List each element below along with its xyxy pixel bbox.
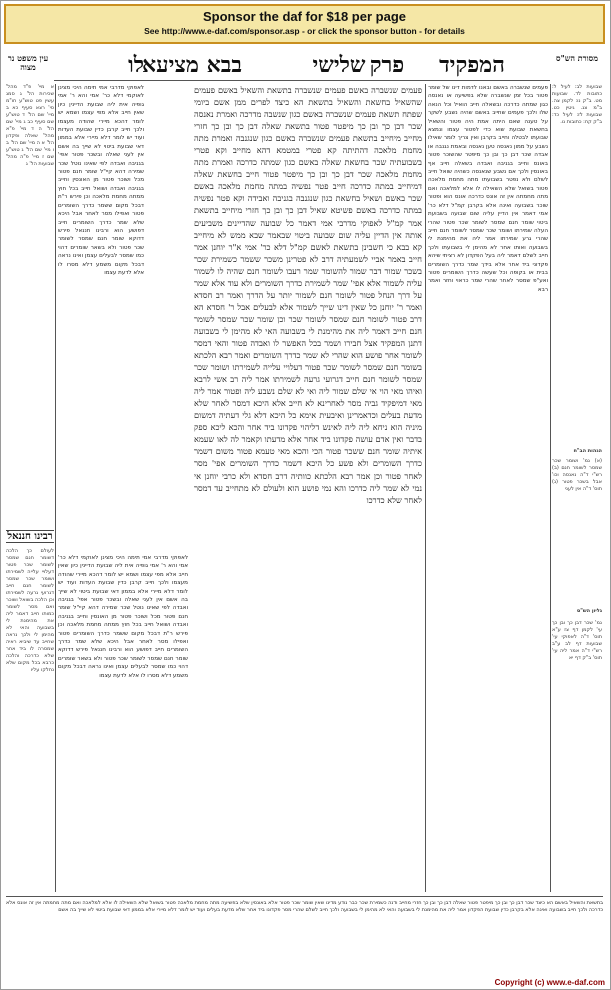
text-line: נשבע לשקר על טענה שאם היתה אמת היה פטור (428, 110, 548, 125)
text-line: לשומר אחר פושע הוא שהרי לא שמר (300, 350, 422, 361)
text-line: ושמא יש לומר דהכא מיירי שהודה מעצמו (58, 110, 144, 125)
text-line: מהימן לי בשבועתו (438, 244, 488, 251)
text-line: ונמצא שבועתו לבטלה וחייב בקרבן (428, 127, 548, 142)
text-line: פטור ולא בשאר (87, 244, 131, 251)
text-line: כדרך השומרים ואמר רבא הלכתא (194, 350, 301, 361)
text-line: מסרו לו (139, 672, 160, 679)
text-line: חייב דאמר ליה את (6, 611, 54, 624)
text-line: אמר ליה את מהימנת לי (428, 236, 496, 243)
hagahot-column (552, 458, 602, 578)
text-line: כתובות נו. (560, 119, 582, 125)
sponsor-banner-title[interactable]: Sponsor the daf for $18 per page (203, 9, 406, 24)
text-line: שלא השאילה לו אלא למלאכה (436, 185, 516, 192)
text-line: אפי' מסר לאחר פטור (194, 458, 422, 481)
text-line: ואבדה לפי שאינו נוטל שכר שמירה (98, 605, 188, 612)
text-line: שכר באשם ושאיל בחשאת כגון שנגנבה (292, 193, 422, 204)
bottom-notes-lines (6, 900, 603, 914)
text-line: לא פטרינן משכר ששמר כשמירת שכר (194, 253, 319, 264)
text-line: ולכך אם נשבע שנאנסה כשהיה שואל (437, 169, 529, 176)
text-line: לבעלים עצמן (83, 253, 118, 260)
daf-page (4, 48, 605, 976)
text-line: מתה מחמת מלאכה פטור בשואל שלא השאילה לו אלא למלאכה ואם מתה מחמתה אין זה אונס אלא כדרכה ולכך חייב בשבועה ואינה אלא בקרבן כדין שבועת הפקדון (6, 900, 603, 914)
text-line: בשבועה ואותו אחר לא (487, 244, 548, 251)
text-line: גיטין כט. (552, 105, 575, 111)
text-line: ז מיי' פ"ה מהל' (6, 154, 44, 160)
text-line: דעלויי עלייה לשמירתו ושומר שכר (194, 362, 303, 373)
text-line: ו מיי' שם הל' ג (19, 147, 54, 153)
text-line: בשכר שמור דבר שמור להשומר שמר (300, 265, 422, 276)
text-line: א"ר יוחנן אמר חייב באמר אביי לשמעתיה דרב (194, 241, 422, 264)
header-rule (54, 80, 550, 81)
hagahot-title: הגהות הב"ח (573, 448, 602, 454)
text-line: פעמים שנשברה באשם פעמים שנשברה (291, 85, 422, 95)
text-line: ששמר כדרך השומרים פטור (58, 630, 128, 637)
text-line: ואיבעית אימא כל היכא דלא (250, 410, 345, 421)
text-line: אמי דאמר כל שבועה שהדיינים משביעים (194, 217, 333, 228)
text-line: ועוד יש לומר דלא מיירי אלא בממון (58, 135, 144, 142)
text-line: בגניבה ואבידה וקא פטר נפשיה במתה (194, 193, 422, 216)
text-line: בתשאת שאלה דבן כך ובן כך חזרי מחייב (194, 121, 422, 144)
text-line: ולכך חייב קרבן כדין שבועת העדות (76, 580, 169, 587)
text-line: ושומר שכר שמסר לשומר חנם (437, 227, 513, 234)
text-line: ואי לא שלם נשבע ליה ופטור אמר ליה (194, 386, 317, 397)
text-line: לא רציתי שיהא פקדוני (428, 253, 548, 268)
text-line: שבועות לז: (572, 112, 602, 118)
text-line: והלכה כרבא (6, 653, 54, 666)
text-line: חוץ ממתה מחמת מלאכה (64, 622, 130, 629)
text-line: האפשר לו ואבדה פטור והאי דמסר (194, 337, 307, 348)
divider-mesoret (550, 84, 551, 892)
text-line: כר' אמי והא ר' אמי גופיה אית ליה שבועת (58, 93, 144, 108)
text-line: מהימנת לי בשבועה (6, 618, 54, 631)
text-line: משמע דלא (159, 672, 188, 679)
text-line: והכא מאי טעמא פטור משום (212, 446, 309, 457)
text-line: הנאה שלו ולכך פעמים שחייב באשם שהיה (428, 101, 548, 117)
text-line: כדרך השומרים חייב (58, 639, 188, 654)
text-line: באונס וחייב בגניבה ואבדה (472, 160, 548, 167)
text-line: דהוי כמו שמסר (58, 244, 144, 260)
text-line: בשאלה חייב אף באונסין (428, 160, 548, 176)
folio-number: לו (128, 52, 144, 78)
text-line: לאפוקי מדרבי אמי תימה היכי מצינן לאוקמי דלא (65, 555, 188, 561)
text-line: עי' שבועות דף (552, 634, 602, 647)
text-line: הדיינין כיון שאין חייב אלא מפי עצמו (58, 563, 188, 578)
text-line: שמסר לשומר חנם (558, 465, 602, 471)
text-line: אין לעני שאלה ובשכר פטור אפי' בגניבה (58, 152, 144, 167)
text-line: ואינו נראה (58, 253, 84, 260)
text-line: ואין צריך לומר שאילו נשבע על ממון (428, 135, 548, 150)
text-line: דשמר כדרך השומרים ולא פשע (194, 446, 422, 469)
text-line: שבאמר שבא ממש לא מיחייב קא בבא (194, 229, 422, 252)
ein-mishpat-column (6, 84, 54, 524)
text-line: ושמא יש לומר דהכא מיירי שהודה מעצמו (58, 571, 188, 587)
text-line: אלא לדעת (111, 672, 140, 679)
text-line: דדוקא שומר חנם (58, 647, 188, 662)
copyright-link[interactable]: Copyright (c) www.e-daf.com (494, 978, 605, 987)
text-line: אבל היכא שלא שמר (70, 639, 134, 646)
divider-ein-mishpat (55, 84, 56, 892)
text-line: שמסר לשומר שכר (115, 655, 162, 662)
text-line: רש"י ד"ה אמר (567, 648, 602, 654)
mesoret-title: מסורת הש"ס (556, 53, 598, 63)
rabeinu-chananel-title: רבינו חננאל (7, 531, 53, 542)
text-line: מיחייב בתשאת אמר קמ"ל לאפוקי מדרבי (194, 205, 422, 228)
text-line: מיחייב בתשאת פעמים שנשברה באשם כגון (258, 133, 401, 144)
text-line: שלא נחלקו (6, 660, 54, 673)
text-line: שמסרה לו ביד (15, 646, 54, 652)
text-line: גמ' שכר דבן כך (565, 620, 602, 626)
gemara-lines (194, 84, 422, 506)
text-line: לבעלים עצמן (113, 664, 149, 671)
text-line: לעולם כך הלכה דשומר חנם שמסר (6, 548, 54, 561)
text-line: ולכך חייב קרבן כדין שבועת העדות (58, 127, 144, 134)
ein-mishpat-lines (6, 84, 54, 168)
rashi-column (428, 84, 548, 892)
gemara-column (194, 84, 422, 892)
bottom-rule (6, 896, 603, 897)
text-line: לעיל ל: (552, 84, 571, 90)
text-line: בתשאת והשאיל באשם פעמים שהשאיל (194, 85, 422, 108)
text-line: משמע דלא (78, 261, 112, 268)
text-line: בשבועתיה שכר בחשאת שאלה באשם כגון (280, 157, 422, 168)
text-line: והשאיל בחשאת שבועת שוא כדי לפטור עצמו (428, 118, 548, 134)
text-line: שאלה ופקדון הל' א (6, 133, 54, 146)
bottom-notes (6, 900, 603, 970)
text-line: (א) גמ' ושומר שכר (552, 458, 602, 464)
text-line: אחר שלא כדרכה (6, 646, 54, 659)
text-line: דאמר ליה בעל הפקדון (464, 253, 521, 260)
hagahot-lines (552, 458, 602, 493)
tosafot-lines (58, 84, 144, 277)
text-line: ובן כך עי' לקמן (552, 620, 602, 633)
text-line: שומר חנם שמסר לשומר שכר (455, 219, 534, 226)
text-line: פקדונו ביד אחר והכא ליכא (207, 422, 298, 433)
text-line: בשבועה האי לא מהימן לי בשבועה (194, 325, 306, 336)
text-line: ואפילו מסר לאחר (133, 639, 188, 646)
text-line: ושוכר פטור מן האונסין וחייב (73, 613, 148, 620)
text-line: דבכל מקום (111, 261, 144, 268)
text-line: שומר חנם ששכר פטור הכי (308, 446, 400, 457)
text-line: עצמו (99, 672, 112, 679)
text-line: כתובות לד. (567, 91, 602, 97)
text-line: (ב) רש"י ד"ה (552, 465, 602, 478)
text-line: קא פטרי במטמא דהא מחייב וקא פטרי (194, 145, 337, 156)
text-line: אין לעני (564, 486, 582, 492)
text-line: ולכך חייב לשלם (428, 244, 548, 260)
text-line: דהא קיי"ל שומר חנם פטור מכל (58, 169, 144, 184)
text-line: שמר כדרך השומרים (428, 261, 479, 268)
text-line: שמסר לשומר שכר (58, 236, 144, 251)
text-line: ולכך נראה שחייב (6, 632, 54, 645)
text-line: ששמר כדרך השומרים פטור (58, 202, 144, 218)
text-line: לשומר שכר פטור דעלויי עלייה (6, 562, 54, 575)
text-line: שבועות הל' ג (25, 161, 54, 167)
text-line: כדרכה באשם פשיטא שאיל דבן כך ובן כך חזרי (242, 205, 401, 216)
text-line: בשומר חנם שמסר לשומר שכר פטור (302, 362, 422, 373)
text-line: עליו (30, 667, 40, 673)
divider-rashi (425, 84, 426, 892)
text-line: תוס' ד"ה לאפוקי (557, 634, 602, 640)
text-line: כדרך השומרים חייב (58, 219, 112, 226)
text-line: שמסר לשומר חנם חייב דגרועי גרעה (300, 374, 422, 385)
text-line: ואם מסר לשומר כמותו (6, 604, 54, 617)
text-line: אמר ליה את מהימנת לי בשבועה והאי לא מהימן לי בשבועה ולכך חייב לשלם שהרי מסר פקדונו ביד אחר שלא מדעת בעלים (205, 907, 467, 914)
gilyon-column (552, 620, 602, 820)
text-line: סמג עשין פט טוש"ע חו"מ (6, 91, 54, 104)
text-line: ד מיי' פ"א מהל' (6, 126, 54, 139)
text-line: לקמן צה. (552, 98, 574, 104)
text-line: ב"מ צג. (574, 105, 602, 111)
text-line: דבכל מקום (58, 664, 86, 671)
text-line: שנשברה באשם כגון שנשבה מדרכה ואמרת (213, 109, 353, 120)
text-line: חנם חייב דאמר ליה את מהימנת לי (305, 325, 422, 336)
text-line: דף צז ע"א (552, 627, 579, 633)
text-line: ולעולם לא מתחייב עד דמסר (194, 482, 285, 493)
text-line: בחשאת שאלה דמיחייב במתה כדרכה חייב (194, 169, 422, 192)
text-line: כי חשבינן בתשאת לאשם קמ"ל דלא כר' אמי (241, 241, 393, 252)
text-line: א מיי' פ"ד מהל' שכירות הל' ג (6, 84, 54, 97)
text-line: ועוד יש לומר דלא מיירי אלא בממון דאי שבועת ביטוי לא שייך בה אשם (58, 907, 206, 914)
text-line: כגון שמתה כדרכה ובשאלה חייב הואיל וכל (441, 101, 548, 108)
text-line: וקאמר לה לאו שעמא איתיה (194, 434, 422, 457)
text-line: בתשאת והשאיל באשם הא כיצד שכר דבן כך ובן כך מיפטר פטור שאלה דבן כך ובן כך חזרי מחייב ודנה כשמירת שכר כבר נודע מדינו שאין שומר שכר פטור אלא באונסין שלא בפשיעה (219, 900, 603, 906)
mesoret-hashas-lines (552, 84, 602, 126)
text-line: חנם חייב דגרועי גרעה לשמירתו (6, 583, 54, 596)
text-line: דתנן המפקיד אצל חבירו ושמר בכל (306, 337, 422, 348)
text-line: ואמר רב חסדא ואמר ר' יוחנן כל שאין (194, 289, 422, 312)
text-line: חסדא הא דרב פטור לשומר חנם שמסר (194, 301, 422, 324)
text-line: מסרו לו (58, 261, 79, 268)
text-line: פטור ולא בשאר (75, 655, 116, 662)
text-line: דפושע הוא (121, 647, 152, 654)
text-line: עד שיביא ראיה (6, 639, 40, 645)
text-line: ואם מתה מחמתה אין זה אונס (428, 185, 548, 201)
text-line: דהא קיי"ל שומר חנם פטור מכל (58, 605, 188, 620)
text-line: ספק בדבר ואין אדם עושה (194, 422, 422, 445)
tosafot-lines-lower (58, 554, 188, 680)
perek-label: פרק (369, 52, 405, 78)
text-line: שבועות מט. (552, 91, 602, 104)
text-line: שבועות לב: (570, 84, 602, 90)
ein-mishpat-title: עין משפט נר מצוה (7, 53, 49, 72)
text-line: נאנסה וכו' אבל (552, 472, 602, 485)
text-line: לאחר שלא כדרכו (366, 494, 422, 505)
text-line: שמתה כדרכה ואמרת מתה מחמת מלאכה (194, 157, 422, 180)
text-line: ב"ק נו: (573, 98, 592, 104)
text-line: שהרי שמר כראוי (453, 278, 497, 285)
text-line: השומרים פטור (428, 269, 464, 276)
text-line: פקדונו ביד אחר אלא מדעתו (261, 434, 353, 445)
text-line: אין לעני שאלה ובשכר פטור אפי' בגניבה (58, 597, 163, 604)
tractate-name: בבא מציעא (142, 52, 242, 78)
perek-name: המפקיד (439, 52, 505, 78)
text-line: והא נמי פושע הוא (284, 482, 346, 493)
text-line: בכל מקום (15, 660, 41, 666)
text-line: נאנסה שכר דבן כך ובן כך מיפטר פטור (194, 109, 422, 132)
text-line: סי' רצא סעיף כא (8, 105, 54, 111)
text-line: בגניבה ואבדה ושואל חייב בכל (66, 185, 144, 192)
text-line: ואיהו מאי הוי אי שלם שמור ליה (316, 386, 422, 397)
rabeinu-chananel-column (6, 548, 54, 848)
text-line: כל היכא דשמר כדרך השומרים (225, 458, 335, 469)
text-line: ואפילו מסר לאחר (82, 211, 130, 218)
text-line: חייב לשלם ולא נפטר בשבועתו (428, 169, 548, 184)
text-line: לשמירתו אמר ליה רב אשי לרבא (194, 374, 301, 385)
text-line: בשבועת ביטוי (428, 211, 548, 226)
text-line: ב"ק דף יא (568, 655, 592, 661)
text-line: גלי דעתיה דמשום מיניה הוא (194, 410, 422, 433)
text-line: ג מיי' שם הל' ה (6, 119, 54, 132)
text-line: וכן פירש ר"ת דבכל מקום (58, 622, 188, 637)
text-line: ב מיי' שם הל' ד (6, 105, 54, 118)
text-line: אי נמי לא שמר ליה כדרכו (194, 470, 422, 493)
text-line: שנגנבה ואמרת מתה מחמת מלאכה דהתיתה (194, 133, 422, 156)
text-line: לב ע"ב (552, 641, 571, 647)
text-line: ורבינו חננאל פירש (73, 647, 122, 654)
text-line: בבית או בקופה (507, 269, 548, 276)
text-line: ביד אחר אלא בידך (478, 261, 530, 268)
text-line: לעיל כד: (552, 112, 573, 118)
text-line: שלא מדעת בעלים וכדאמרינן (194, 398, 422, 421)
text-line: לא חייב אלא היכא דמסר לאחר (208, 398, 315, 409)
text-line: בגניבה ואבדה ושואל חייב בכל (58, 613, 188, 629)
text-line: שומרים (58, 655, 76, 662)
text-line: פעמים שנשברה באשם ובאנו לדמות דינו של שומר (428, 85, 548, 91)
text-line: וחזר ואמר רבא (428, 278, 548, 293)
text-line: עליה לשמור אלא אפי' שמר לשמירת כדרך (283, 277, 422, 288)
text-line: דינו שייך לשמור אלא לבעלים אבל ר' (225, 301, 349, 312)
text-line: רעבו לשומר חנם שהיה לו לשמור (194, 265, 301, 276)
gilyon-title: גליון הש"ס (576, 608, 602, 614)
text-line: שכר דבן כך ובן כך מיפטר פטור חייב (241, 169, 372, 180)
text-line: דרב חסדא ולא כרבי יוחנן (201, 470, 288, 481)
text-line: דאי שבועת ביטוי לא שייך בה אשם (58, 588, 188, 604)
text-line: פטר נפשיה במתה מחמת מלאכה באשם (194, 181, 329, 192)
tosafot-column-lower (58, 554, 188, 894)
text-line: פטור לשומר חנם לשמור יותר על הדרך (243, 289, 376, 300)
text-line: דהוי כמו שמסר (148, 664, 188, 671)
text-line: ניחא ליה ליה לאינש דליהוי (297, 422, 388, 433)
text-line: והאי לא מהימן לי (6, 625, 54, 638)
text-line: בחשאת והשאיל בתשאת הא כיצד לפרים (246, 97, 391, 108)
rashi-lines (428, 84, 548, 294)
perek-number: שלישי (312, 52, 366, 78)
text-line: דדוקא שומר חנם (92, 236, 144, 243)
mesoret-hashas-column (552, 84, 602, 444)
text-line: בשכר פטור (557, 479, 589, 485)
text-line: בשבועה ואינה אלא בקרבן (464, 202, 534, 209)
text-line: וכן הלכה בשואל ושוכר (6, 597, 54, 603)
text-line: אלא לדעת (116, 269, 144, 276)
text-line: כדרכה אונס הוא ופטור שוכר (428, 194, 548, 209)
tosafot-column (58, 84, 144, 554)
text-line: לשומר שכר וכן שומר שכר שמסר לשומר (194, 313, 327, 324)
text-line: ורבינו חננאל פירש (58, 227, 109, 234)
text-line: ליה עי' תוס' (552, 648, 602, 661)
text-line: חוץ ממתה מחמת מלאכה (58, 185, 144, 201)
text-line: ואע"פ שמסר לאחר (496, 278, 548, 285)
text-line: כר' אמי והא ר' אמי גופיה אית ליה שבועת (58, 555, 188, 570)
text-line: פטור שהרי העלה שמירתו (428, 219, 548, 234)
text-line: הדיינין כיון שאין חייב אלא מפי עצמו (58, 101, 144, 117)
text-line: ועוד יש לומר דלא מיירי אלא בממון (58, 580, 188, 595)
text-line: ממן אשם ביומי שפתח תשאת פעמים (194, 97, 422, 120)
text-line: וכן פירש ר"ת דבכל מקום (58, 194, 144, 209)
text-line: מתה מחמת מלאכה פטור בשואל (428, 177, 548, 192)
text-line: (ג) תוס' ד"ה (552, 479, 602, 492)
text-line: שכר דבן כך ובן כך מיפטר שהשוכר פטור (428, 152, 532, 159)
text-line: וכל שעשה כדרך (463, 269, 508, 276)
text-line: וכן אמר רבא הלכתא כוותיה (287, 470, 383, 481)
text-line: ושוכר פטור מן האונסין וחייב (58, 177, 131, 184)
text-line: חייב שהרי גרע שמירתו (428, 227, 548, 243)
text-line: ה מיי' שם הל' ב (6, 140, 40, 146)
text-line: השומרים ולא עוד אלא שמר על דרך הנחל (194, 277, 422, 300)
text-line: דפושע הוא (108, 227, 144, 234)
text-line: ב"ק קח: (581, 119, 602, 125)
text-line: אבל היכא שלא שמר (58, 211, 144, 226)
sponsor-banner-subtitle[interactable]: See http://www.e-daf.com/sponsor.asp - or click the sponsor button - for details (144, 26, 465, 36)
text-line: אותה אין הדיין עליה שום שבועה ביטוי (291, 229, 422, 240)
text-line: עצמו (104, 269, 117, 276)
text-line: שומרים (67, 244, 88, 251)
text-line: פטור בכל זמן שנשברה שלא בפשיעה או נאנסה (428, 93, 548, 100)
text-line: מאי דמיפקיד גביה מסר לאחרינא (314, 398, 422, 409)
text-line: ואינו נראה (85, 664, 114, 671)
sponsor-banner[interactable] (4, 4, 605, 44)
text-line: לאפוקי מדרבי אמי תימה היכי מצינן לאוקמי דלא (58, 85, 144, 100)
gilyon-lines (552, 620, 602, 662)
text-line: לשמירתו ושומר שכר שמסר לשומר (6, 569, 54, 589)
rabeinu-chananel-lines (6, 548, 54, 674)
text-line: ואבדה לפי שאינו נוטל שכר שמירה (58, 160, 144, 176)
text-line: נאנסה טען נאנסה ובאמת נגנבה או אבדה (428, 143, 548, 159)
text-line: אין הדיין עליה שום שבועה (447, 211, 519, 218)
text-line: טוש"ע שם סעיף כב (6, 112, 54, 125)
text-line: טוש"ע שם (6, 147, 54, 160)
text-line: קמ"ל דלא כר' אמי דאמר (428, 202, 548, 218)
text-line: דאי שבועת ביטוי לא שייך בה אשם (58, 143, 144, 150)
